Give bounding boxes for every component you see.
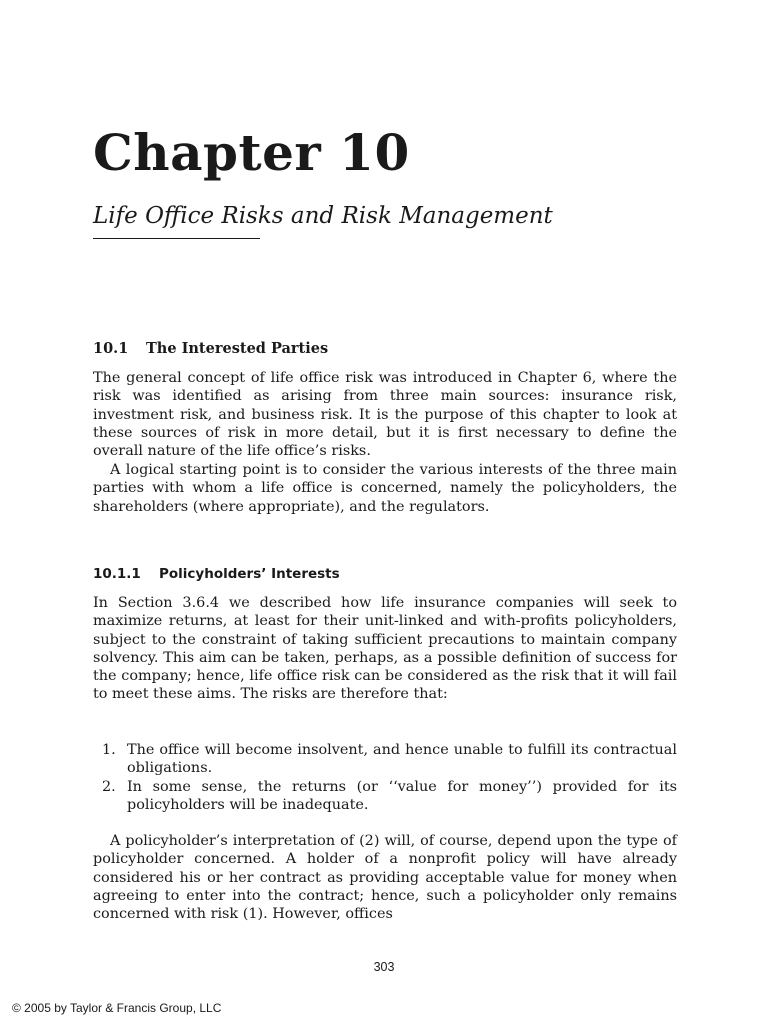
chapter-title: Chapter 10 <box>93 123 410 182</box>
subsection-title: Policyholders’ Interests <box>159 566 340 582</box>
list-item-text: The office will become insolvent, and hence unable to fulfill its contractual obligations. <box>127 742 677 777</box>
list-item <box>93 778 677 815</box>
subsection-closing-paragraph: A policyholder’s interpretation of (2) will, of course, depend upon the type of policyholder concerned. A holder of a nonprofit policy will have already considered his or her contract as providing acceptable value for money when agreeing to enter into the contract; hence, such a policyholder only remains concerned with risk (1). However, offices <box>93 833 677 923</box>
section-paragraph-2: A logical starting point is to consider the various interests of the three main parties with whom a life office is concerned, namely the policyholders, the shareholders (where appropriate), and the regulators. <box>93 462 677 515</box>
section-paragraph-1: The general concept of life office risk was introduced in Chapter 6, where the risk was identified as arising from three main sources: insurance risk, investment risk, and business risk. It is the purpose of this chapter to look at these sources of risk in more detail, but it is first necessary to define the overall nature of the life office’s risks. <box>93 370 677 460</box>
title-underline-rule <box>93 238 260 239</box>
list-item-text: In some sense, the returns (or ‘‘value for money’’) provided for its policyholders will be inadequate. <box>127 778 677 813</box>
section-title: The Interested Parties <box>146 340 329 357</box>
subsection-intro-paragraph: In Section 3.6.4 we described how life insurance companies will seek to maximize returns, at least for their unit-linked and with-profits policyholders, subject to the constraint of taking sufficient precautions to maintain company solvency. This aim can be taken, perhaps, as a possible definition of success for the company; hence, life office risk can be considered as the risk that it will fail to meet these aims. The risks are therefore that: <box>93 595 677 703</box>
copyright-notice: © 2005 by Taylor & Francis Group, LLC <box>12 1001 222 1015</box>
section-number: 10.1 <box>93 340 129 357</box>
list-item-marker: 2. <box>102 778 116 795</box>
risk-list <box>93 741 677 814</box>
page-number: 303 <box>373 960 395 974</box>
chapter-subtitle: Life Office Risks and Risk Management <box>93 203 553 229</box>
subsection-heading <box>93 564 340 584</box>
list-item-marker: 1. <box>102 742 116 758</box>
list-item <box>93 741 677 778</box>
subsection-number: 10.1.1 <box>93 566 141 582</box>
section-heading <box>93 339 328 359</box>
